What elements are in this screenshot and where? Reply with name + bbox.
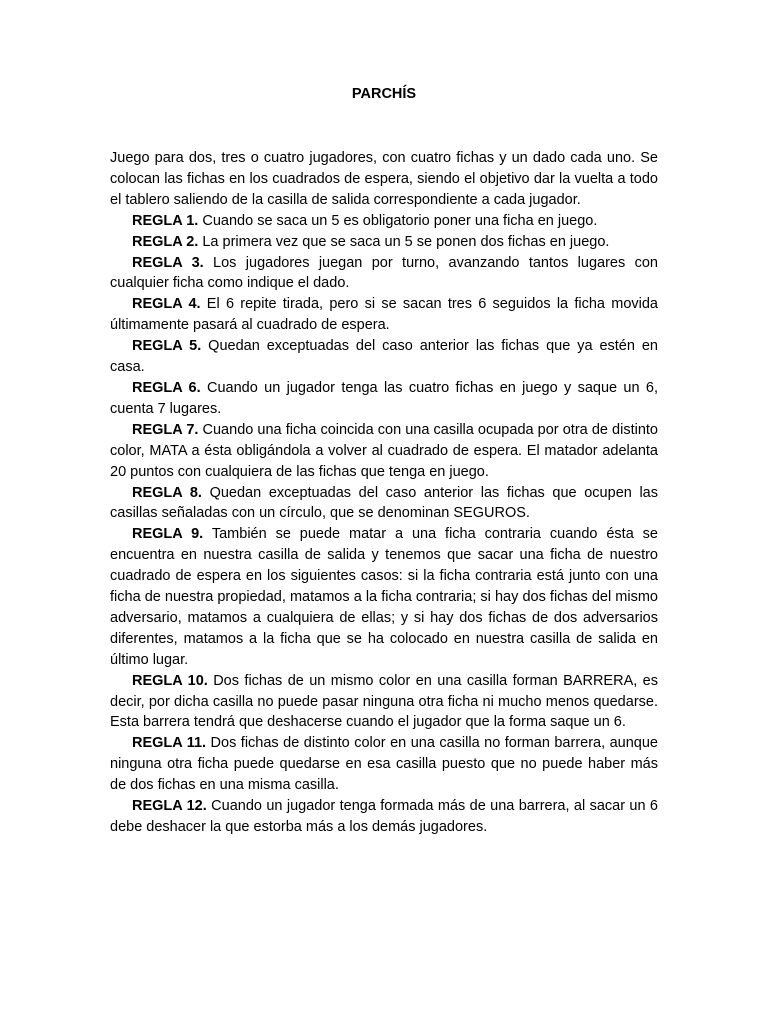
rule-8	[110, 483, 658, 525]
rule-7	[110, 420, 658, 483]
rule-4	[110, 294, 658, 336]
rule-text: Dos fichas de un mismo color en una casilla forman BARRERA, es decir, por dicha casilla no puede pasar ninguna otra ficha ni mucho menos quedarse. Esta barrera tendrá que deshacerse cuando el jugador que la forma saque un 6.	[110, 672, 658, 731]
rule-2	[110, 232, 658, 253]
rule-label: REGLA 10.	[132, 672, 208, 689]
rule-label: REGLA 12.	[132, 798, 207, 815]
rule-label: REGLA 5.	[132, 338, 202, 355]
intro-paragraph: Juego para dos, tres o cuatro jugadores, con cuatro fichas y un dado cada uno. Se colocan las fichas en los cuadrados de espera, siendo el objetivo dar la vuelta a todo el tablero saliendo de la casilla de salida correspondiente a cada jugador.	[110, 150, 658, 208]
rule-5	[110, 336, 658, 378]
rule-text: Quedan exceptuadas del caso anterior las fichas que ocupen las casillas señaladas con un círculo, que se denominan SEGUROS.	[110, 484, 658, 522]
rule-3	[110, 253, 658, 295]
rule-1	[110, 211, 658, 232]
rule-text: Los jugadores juegan por turno, avanzando tantos lugares con cualquier ficha como indique el dado.	[110, 254, 658, 292]
rule-text: Cuando se saca un 5 es obligatorio poner una ficha en juego.	[198, 212, 598, 229]
rule-label: REGLA 8.	[132, 484, 202, 501]
rule-label: REGLA 1.	[132, 212, 199, 229]
rule-label: REGLA 4.	[132, 296, 201, 313]
rule-label: REGLA 11.	[132, 735, 207, 752]
rule-11	[110, 733, 658, 796]
rule-9	[110, 524, 658, 670]
rule-text: También se puede matar a una ficha contraria cuando ésta se encuentra en nuestra casilla de salida y tenemos que sacar una ficha de nuestro cuadrado de espera en los siguientes casos: si la ficha contraria está junto con una ficha de nuestra propiedad, matamos a la ficha contraria; si hay dos fichas del mismo adversario, matamos a cualquiera de ellas; y si hay dos fichas de dos adversarios diferentes, matamos a la ficha que se ha colocado en nuestra casilla de salida en último lugar.	[110, 526, 658, 668]
rule-12	[110, 796, 658, 838]
rule-text: Cuando un jugador tenga formada más de una barrera, al sacar un 6 debe deshacer la que estorba más a los demás jugadores.	[110, 798, 658, 835]
page-title: PARCHÍS	[351, 86, 417, 102]
rule-label: REGLA 6.	[132, 379, 201, 396]
rule-text: Dos fichas de distinto color en una casilla no forman barrera, aunque ninguna otra ficha puede quedarse en esa casilla puesto que no puede haber más de dos fichas en una misma casilla.	[110, 735, 658, 794]
rule-label: REGLA 2.	[132, 233, 199, 250]
rule-text: La primera vez que se saca un 5 se ponen dos fichas en juego.	[198, 233, 610, 250]
rule-6	[110, 378, 658, 420]
rule-text: Cuando un jugador tenga las cuatro fichas en juego y saque un 6, cuenta 7 lugares.	[110, 379, 658, 417]
rule-label: REGLA 9.	[132, 526, 204, 543]
rule-label: REGLA 7.	[132, 421, 199, 438]
rule-10	[110, 671, 658, 734]
rule-text: Quedan exceptuadas del caso anterior las fichas que ya estén en casa.	[110, 338, 658, 376]
rule-text: Cuando una ficha coincida con una casilla ocupada por otra de distinto color, MATA a ésta obligándola a volver al cuadrado de espera. El matador adelanta 20 puntos con cualquiera de las fichas que tenga en juego.	[110, 421, 658, 480]
rule-text: El 6 repite tirada, pero si se sacan tres 6 seguidos la ficha movida últimamente pasará al cuadrado de espera.	[110, 296, 658, 334]
document-body	[110, 148, 658, 838]
rule-label: REGLA 3.	[132, 254, 204, 271]
